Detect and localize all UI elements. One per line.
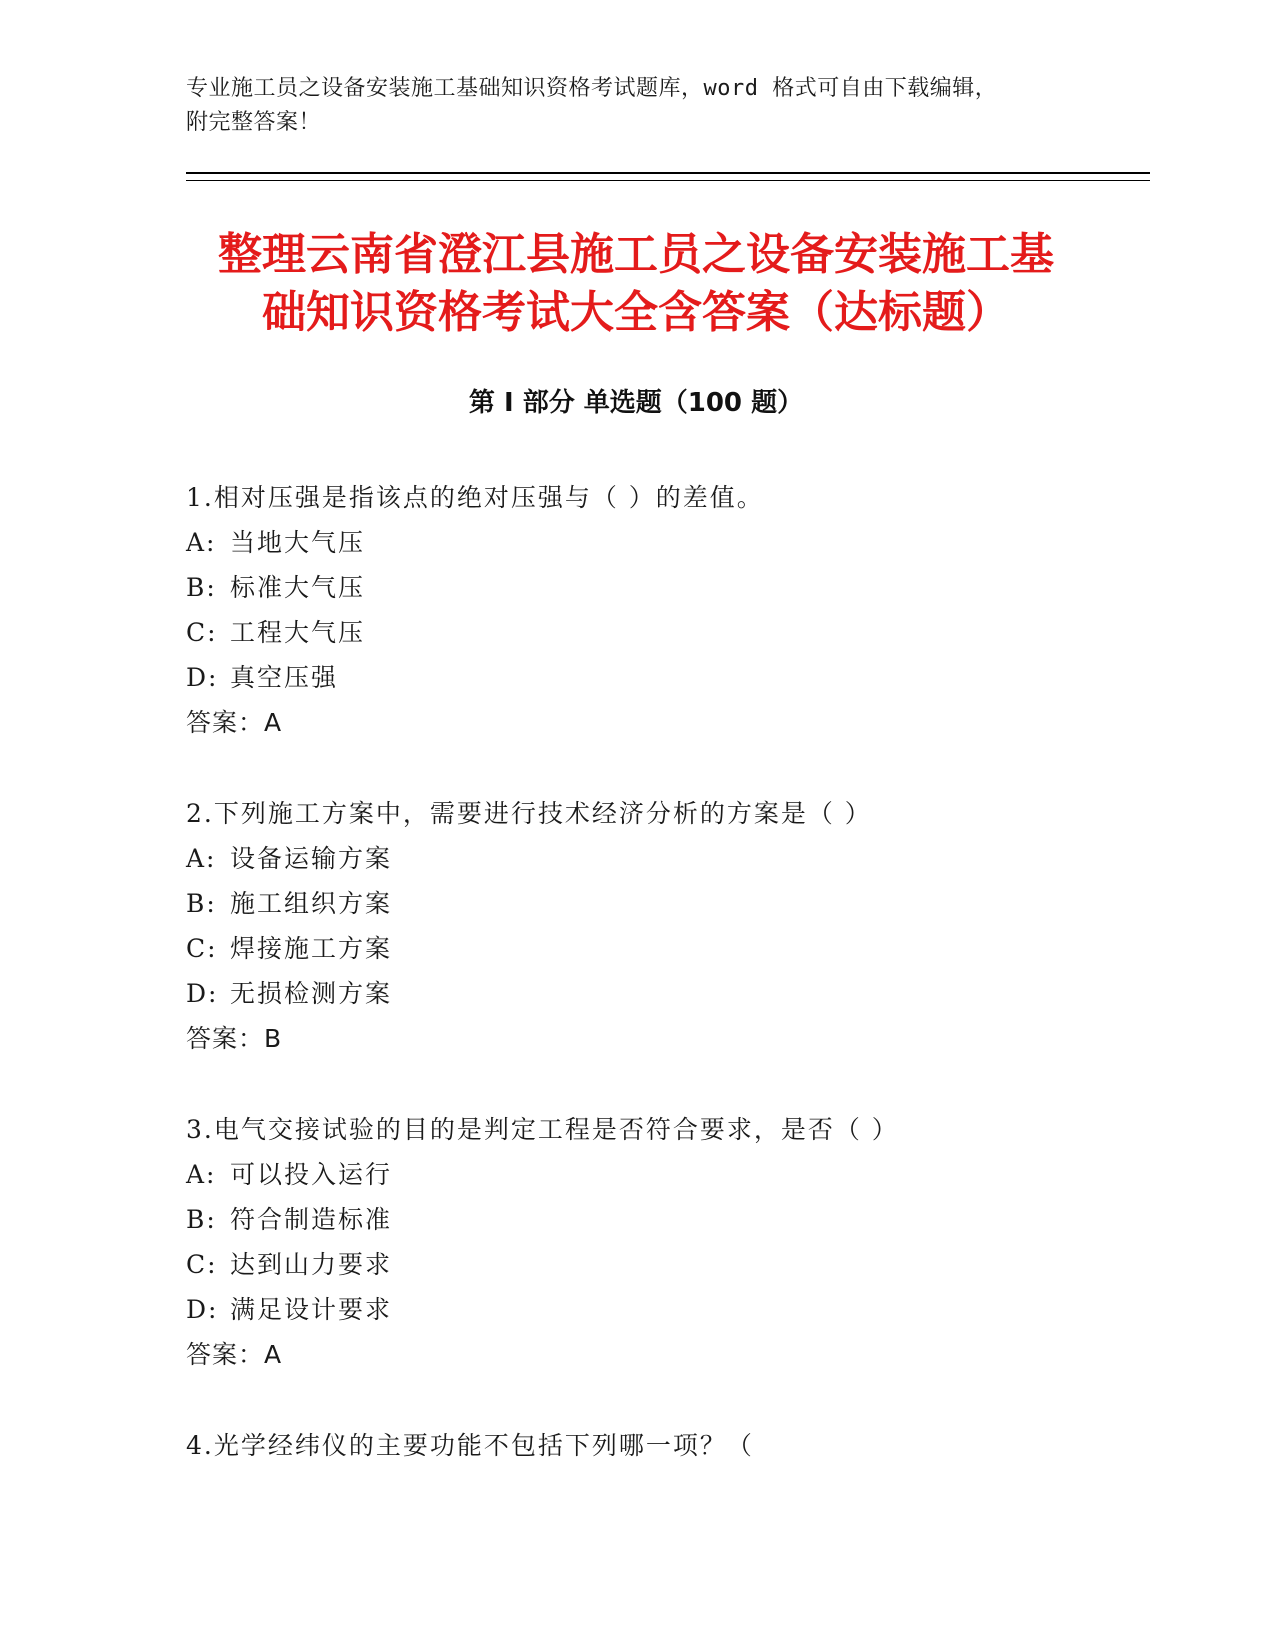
document-title <box>186 226 1086 342</box>
answer-text: 答案：B <box>186 1024 283 1053</box>
option-key: B: <box>186 1205 217 1234</box>
option-text: 工程大气压 <box>230 618 366 647</box>
question-stem: 3.电气交接试验的目的是判定工程是否符合要求，是否（ ） <box>186 1115 899 1144</box>
question-list <box>186 476 1126 1514</box>
section-title: 第 I 部分 单选题（100 题） <box>468 388 804 418</box>
option-text: 标准大气压 <box>230 573 366 602</box>
question-stem: 1.相对压强是指该点的绝对压强与（ ）的差值。 <box>186 483 764 512</box>
option-key: A: <box>186 844 217 873</box>
option-a <box>186 520 1126 565</box>
option-key: D: <box>186 663 219 692</box>
option-key: C: <box>186 1250 218 1279</box>
option-text: 当地大气压 <box>230 528 366 557</box>
option-text: 满足设计要求 <box>230 1295 393 1324</box>
option-c <box>186 926 1126 971</box>
option-text: 真空压强 <box>230 663 339 692</box>
option-c <box>186 610 1126 655</box>
answer-text: 答案：A <box>186 708 283 737</box>
option-d <box>186 1287 1126 1332</box>
option-key: D: <box>186 1295 219 1324</box>
header-note-line1: 专业施工员之设备安装施工基础知识资格考试题库，word 格式可自由下载编辑， <box>186 76 998 101</box>
header-divider-thick <box>186 172 1150 174</box>
option-text: 设备运输方案 <box>230 844 393 873</box>
option-d <box>186 971 1126 1016</box>
option-text: 符合制造标准 <box>230 1205 393 1234</box>
option-a <box>186 836 1126 881</box>
header-note-line2: 附完整答案！ <box>186 110 322 135</box>
option-text: 无损检测方案 <box>230 979 393 1008</box>
question-2 <box>186 792 1126 1062</box>
option-key: D: <box>186 979 219 1008</box>
option-text: 可以投入运行 <box>230 1160 393 1189</box>
option-b <box>186 1197 1126 1242</box>
option-key: C: <box>186 934 218 963</box>
option-key: C: <box>186 618 218 647</box>
document-title-line2: 础知识资格考试大全含答案（达标题） <box>262 287 1010 338</box>
option-key: A: <box>186 1160 217 1189</box>
option-text: 施工组织方案 <box>230 889 393 918</box>
question-3 <box>186 1108 1126 1378</box>
question-1 <box>186 476 1126 746</box>
option-b <box>186 565 1126 610</box>
question-4 <box>186 1424 1126 1468</box>
header-note <box>186 72 1086 140</box>
header-divider-thin <box>186 180 1150 181</box>
answer-text: 答案：A <box>186 1340 283 1369</box>
option-key: A: <box>186 528 217 557</box>
option-c <box>186 1242 1126 1287</box>
option-text: 达到山力要求 <box>230 1250 393 1279</box>
option-text: 焊接施工方案 <box>230 934 393 963</box>
question-stem: 4.光学经纬仪的主要功能不包括下列哪一项？（ <box>186 1431 754 1460</box>
option-key: B: <box>186 573 217 602</box>
question-stem: 2.下列施工方案中，需要进行技术经济分析的方案是（ ） <box>186 799 872 828</box>
option-d <box>186 655 1126 700</box>
document-title-line1: 整理云南省澄江县施工员之设备安装施工基 <box>218 229 1054 280</box>
option-b <box>186 881 1126 926</box>
option-key: B: <box>186 889 217 918</box>
option-a <box>186 1152 1126 1197</box>
